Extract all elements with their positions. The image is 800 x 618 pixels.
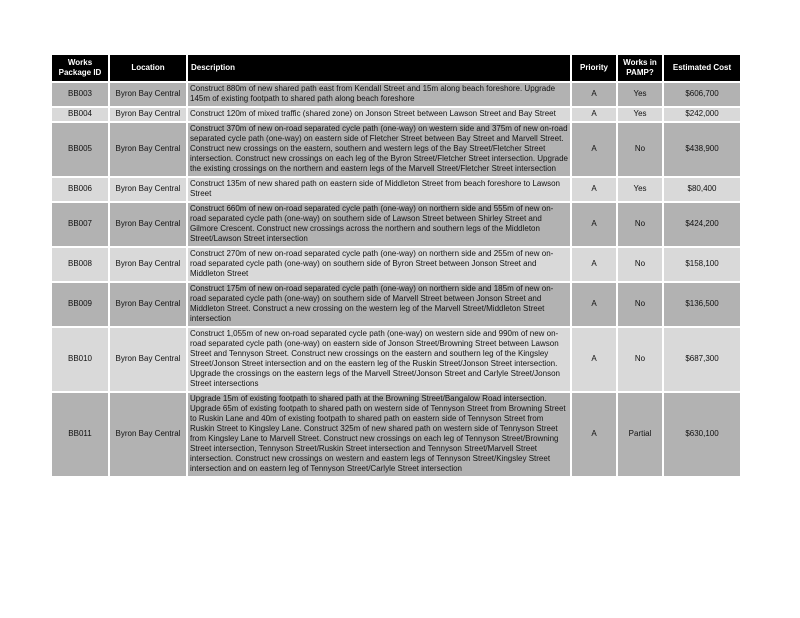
cell-works-in-pamp: Partial [617,392,663,476]
cell-location: Byron Bay Central [109,177,187,202]
cell-works-in-pamp: No [617,247,663,282]
cell-priority: A [571,122,617,177]
cell-description: Construct 880m of new shared path east from Kendall Street and 15m along beach foreshore. Upgrade 145m of existing footpath to shared path along beach foreshore [187,82,571,107]
works-package-table [52,55,740,476]
cell-description: Construct 135m of new shared path on eastern side of Middleton Street from beach foreshore to Lawson Street [187,177,571,202]
table-row [52,392,740,476]
cell-works-in-pamp: No [617,122,663,177]
cell-description: Construct 370m of new on-road separated cycle path (one-way) on western side and 375m of new on-road separated cycle path (one-way) on eastern side of Fletcher Street between Bay Street and Marvell Street. Construct new crossings on the eastern, southern and western legs of the Bay Street/Fletcher Street intersection. Construct new crossings on each leg of the Byron Street/Fletcher Street intersection. Upgrade the existing crossings on the northern and eastern legs of the Marvell Street/Fletcher Street intersection [187,122,571,177]
cell-priority: A [571,282,617,327]
header-priority: Priority [571,55,617,82]
cell-location: Byron Bay Central [109,202,187,247]
header-estimated-cost: Estimated Cost [663,55,740,82]
header-location: Location [109,55,187,82]
cell-priority: A [571,107,617,122]
cell-description: Upgrade 15m of existing footpath to shared path at the Browning Street/Bangalow Road intersection. Upgrade 65m of existing footpath to shared path on western side of Tennyson Street from Browning Street to Ruskin Lane and 40m of existing footpath to shared path on eastern side of Tennyson Street from Ruskin Street to Kingsley Lane. Construct 325m of new shared path on western side of Tennyson Street from Kingsley Lane to Marvell Street. Construct new crossings on each leg of Tennyson Street/Browning Street intersection, Tennyson Street/Ruskin Street intersection and Tennyson Street/Marvell Street intersection. Construct new crossings on western and eastern legs of Tennyson Street/Kingsley Street intersection and on eastern leg of Tennyson Street/Carlyle Street intersection [187,392,571,476]
cell-priority: A [571,202,617,247]
cell-estimated-cost: $158,100 [663,247,740,282]
cell-location: Byron Bay Central [109,392,187,476]
cell-works-in-pamp: No [617,202,663,247]
cell-priority: A [571,327,617,392]
header-works-in-pamp: Works in PAMP? [617,55,663,82]
cell-estimated-cost: $80,400 [663,177,740,202]
cell-priority: A [571,82,617,107]
cell-location: Byron Bay Central [109,247,187,282]
cell-location: Byron Bay Central [109,107,187,122]
table-row [52,327,740,392]
header-works-package-id: Works Package ID [52,55,109,82]
cell-description: Construct 1,055m of new on-road separated cycle path (one-way) on western side and 990m of new on-road separated cycle path (one-way) on eastern side of Jonson Street/Browning Street between Lawson Street and Tennyson Street. Construct new crossings on the eastern and southern leg of the Kingsley Street/Jonson Street intersection and on the eastern leg of the Ruskin Street/Jonson Street intersection. Upgrade the crossings on the eastern legs of the Marvell Street/Jonson Street and Carlyle Street/Jonson Street intersections [187,327,571,392]
cell-package-id: BB003 [52,82,109,107]
cell-priority: A [571,392,617,476]
cell-description: Construct 175m of new on-road separated cycle path (one-way) on northern side and 185m of new on-road separated cycle path (one-way) on southern side of Marvell Street between Jonson Street and Middleton Street. Construct a new crossing on the western leg of the Marvell Street/Middleton Street intersection [187,282,571,327]
cell-estimated-cost: $136,500 [663,282,740,327]
cell-priority: A [571,247,617,282]
cell-estimated-cost: $630,100 [663,392,740,476]
cell-package-id: BB011 [52,392,109,476]
table-header-row [52,55,740,82]
cell-package-id: BB006 [52,177,109,202]
cell-package-id: BB009 [52,282,109,327]
cell-location: Byron Bay Central [109,327,187,392]
table-row [52,202,740,247]
cell-description: Construct 120m of mixed traffic (shared zone) on Jonson Street between Lawson Street and Bay Street [187,107,571,122]
cell-location: Byron Bay Central [109,82,187,107]
cell-estimated-cost: $687,300 [663,327,740,392]
cell-package-id: BB008 [52,247,109,282]
cell-works-in-pamp: Yes [617,82,663,107]
table-row [52,82,740,107]
table-row [52,282,740,327]
cell-package-id: BB005 [52,122,109,177]
cell-works-in-pamp: No [617,327,663,392]
table-row [52,177,740,202]
cell-estimated-cost: $606,700 [663,82,740,107]
cell-works-in-pamp: Yes [617,107,663,122]
cell-estimated-cost: $424,200 [663,202,740,247]
cell-description: Construct 660m of new on-road separated cycle path (one-way) on northern side and 555m of new on-road separated cycle path (one-way) on southern side of Lawson Street between Shirley Street and Gilmore Crescent. Construct new crossings across the northern and southern legs of the Middleton Street/Lawson Street intersection [187,202,571,247]
cell-works-in-pamp: No [617,282,663,327]
table-row [52,247,740,282]
cell-estimated-cost: $242,000 [663,107,740,122]
cell-package-id: BB007 [52,202,109,247]
cell-description: Construct 270m of new on-road separated cycle path (one-way) on northern side and 255m of new on-road separated cycle path (one-way) on southern side of Byron Street between Jonson Street and Middleton Street [187,247,571,282]
table-row [52,107,740,122]
cell-works-in-pamp: Yes [617,177,663,202]
header-description: Description [187,55,571,82]
cell-package-id: BB004 [52,107,109,122]
cell-priority: A [571,177,617,202]
cell-package-id: BB010 [52,327,109,392]
cell-location: Byron Bay Central [109,122,187,177]
table-row [52,122,740,177]
cell-location: Byron Bay Central [109,282,187,327]
cell-estimated-cost: $438,900 [663,122,740,177]
